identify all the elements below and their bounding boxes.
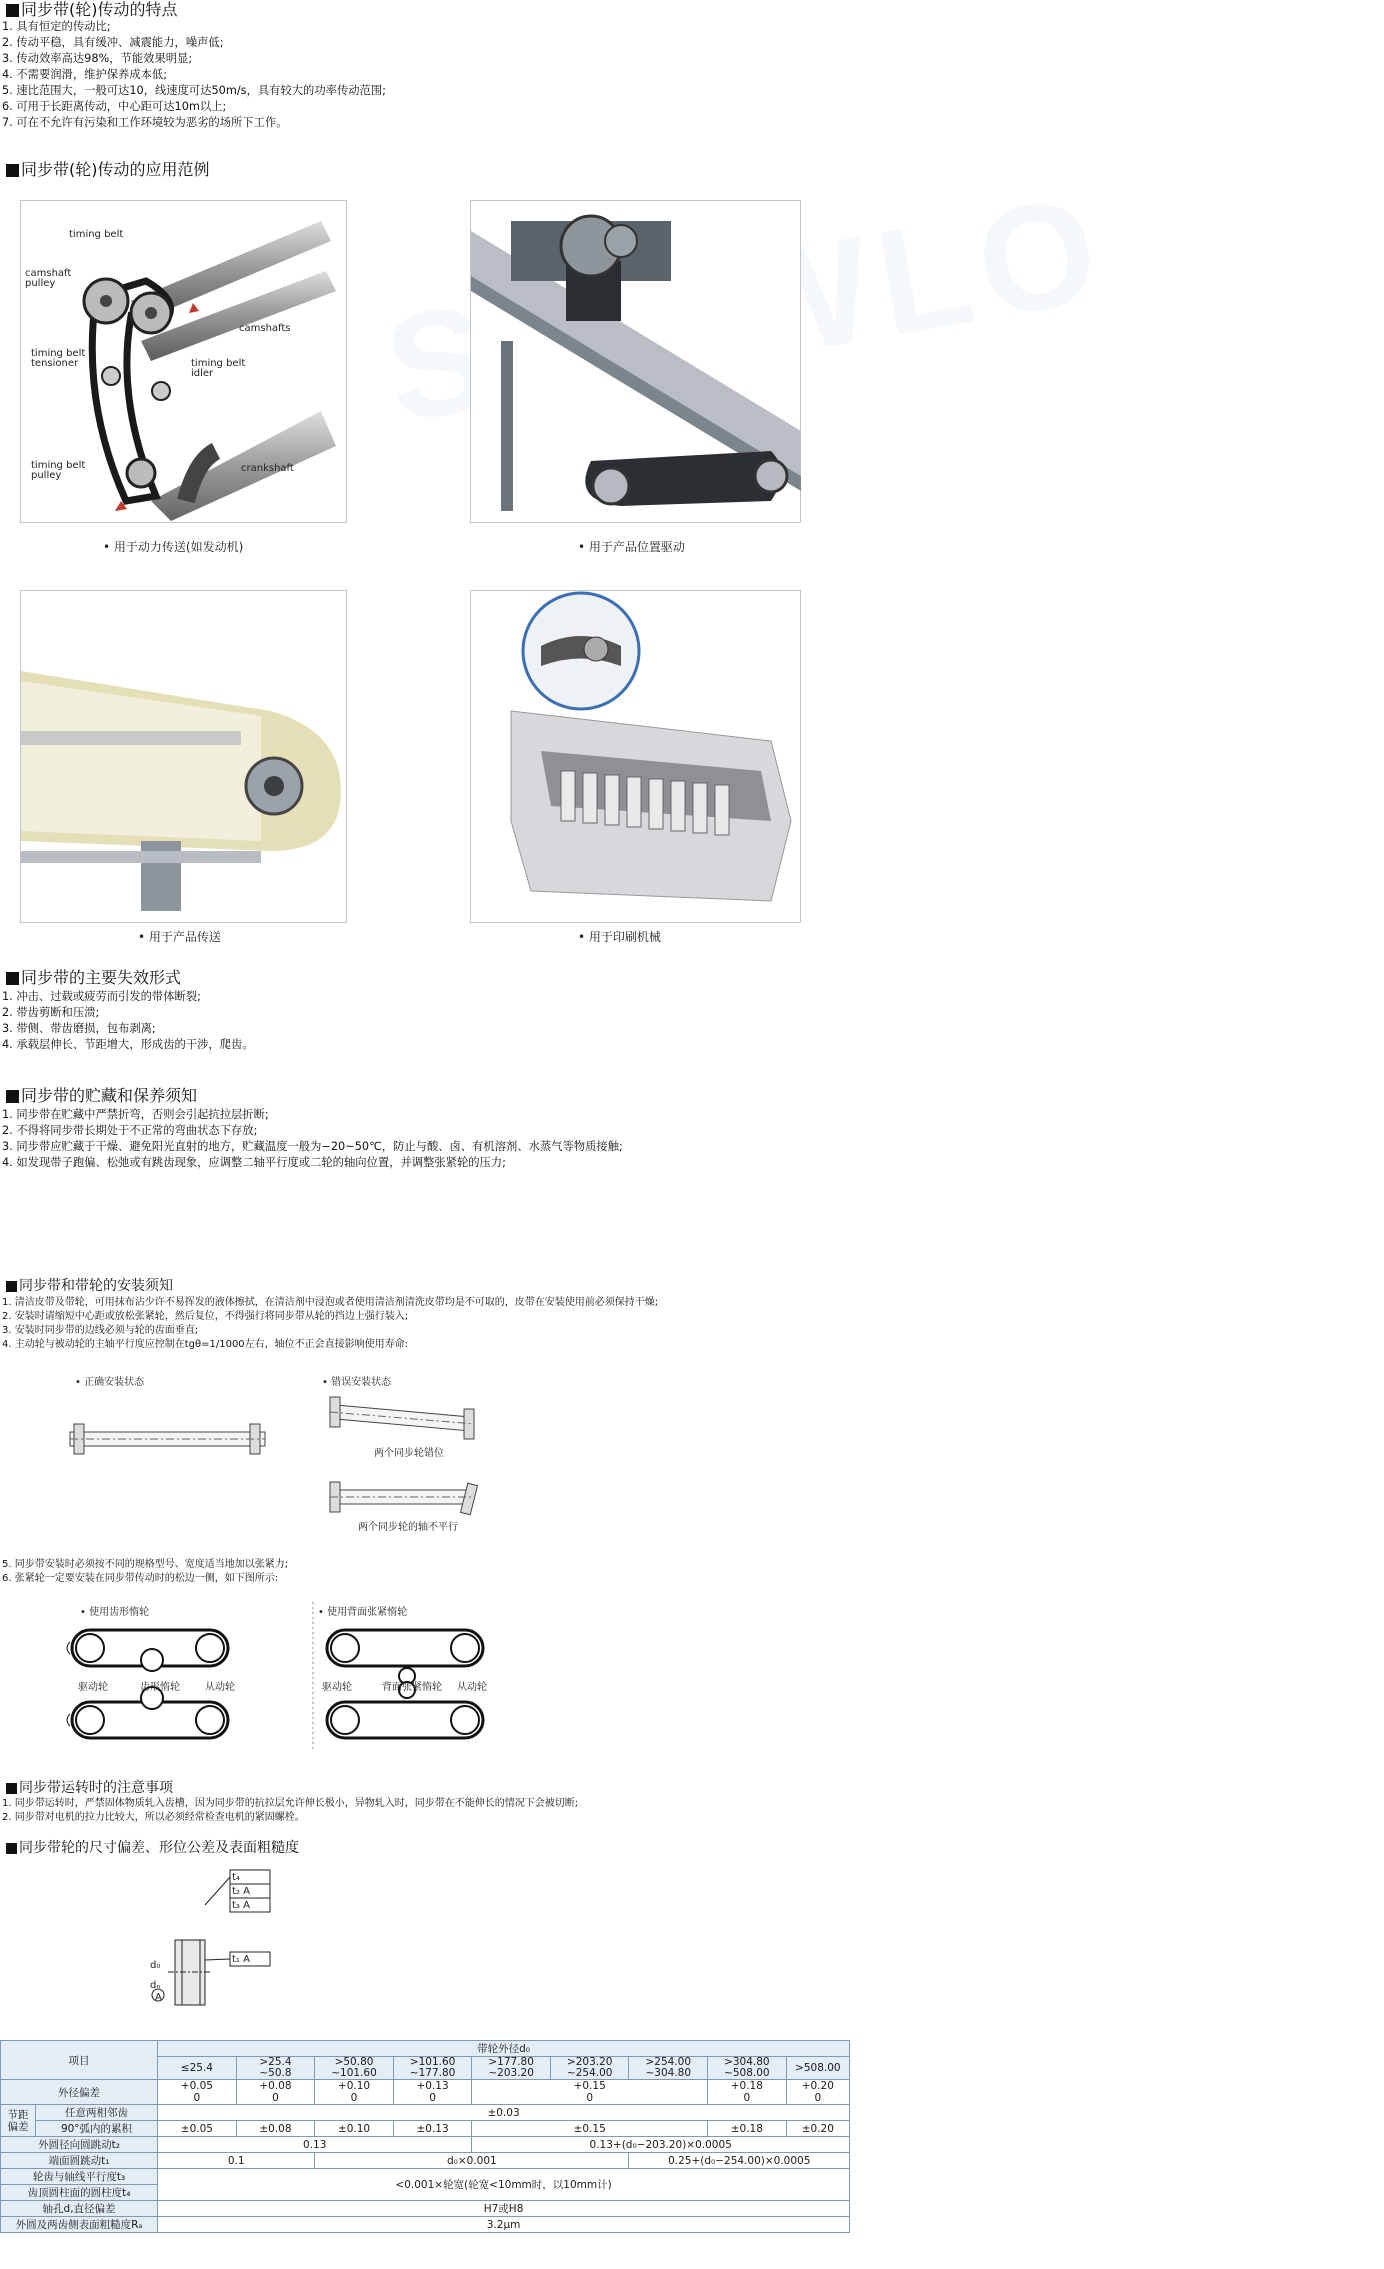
caption-conveying: • 用于产品传送: [138, 930, 221, 944]
divider: [312, 1602, 314, 1752]
datum-a: A: [155, 1992, 162, 2003]
feature-item: 1. 具有恒定的传动比;: [2, 20, 111, 33]
diameter-range-header: >25.4 ~50.8: [236, 2057, 315, 2080]
table-item-header: 项目: [1, 2041, 158, 2080]
row-adjacent: 节距 偏差 任意两相邻齿 ±0.03: [1, 2105, 850, 2121]
label-crankshaft: crankshaft: [241, 463, 294, 474]
feature-item: 6. 可用于长距离传动，中心距可达10m以上;: [2, 100, 227, 113]
dim-d0: d₀: [150, 1960, 161, 1971]
diameter-range-header: ≤25.4: [158, 2057, 237, 2080]
applications-title: 同步带(轮)传动的应用范例: [6, 160, 210, 180]
diameter-range-header: >177.80 ~203.20: [472, 2057, 551, 2080]
install-item: 1. 清洁皮带及带轮，可用抹布沾少许不易挥发的液体擦拭，在清洁剂中浸泡或者使用清洁剂清洗皮带均是不可取的，皮带在安装使用前必须保持干燥;: [2, 1297, 659, 1308]
row-cylindricity: 齿顶圆柱面的圆柱度t₄: [1, 2185, 850, 2201]
right-label-driver: 驱动轮: [322, 1682, 352, 1693]
install-item: 2. 安装时请缩短中心距或放松张紧轮，然后复位，不得强行将同步带从轮的挡边上强行装入;: [2, 1311, 409, 1322]
section-bullet-icon: [6, 1783, 17, 1794]
failure-item: 1. 冲击、过载或疲劳而引发的带体断裂;: [2, 990, 201, 1003]
storage-list: [2, 1107, 623, 1171]
nonparallel-diagram: [330, 1480, 480, 1520]
label-tensioner: timing belt tensioner: [31, 348, 86, 369]
row-outer-dev: 外径偏差 +0.05 0 +0.08 0 +0.10 0 +0.13 0 +0.15 0 +0.18 0 +0.20 0: [1, 2080, 850, 2105]
printing-photo: [470, 590, 801, 923]
caption-engine: • 用于动力传送(如发动机): [103, 540, 244, 554]
label-camshaft-pulley: camshaft pulley: [25, 268, 72, 289]
install-item: 4. 主动轮与被动轮的主轴平行度应控制在tgθ=1/1000左右，轴位不正会直接影响使用寿命:: [2, 1339, 409, 1350]
row-bore: 轴孔d,直径偏差 H7或H8: [1, 2201, 850, 2217]
storage-item: 1. 同步带在贮藏中严禁折弯，否则会引起抗拉层折断;: [2, 1108, 269, 1121]
feature-item: 3. 传动效率高达98%，节能效果明显;: [2, 52, 193, 65]
correct-shaft-diagram: [70, 1420, 265, 1460]
failure-item: 3. 带侧、带齿磨损，包布剥离;: [2, 1022, 156, 1035]
tolerance-drawing: [140, 1860, 310, 2035]
diameter-range-header: >254.00 ~304.80: [629, 2057, 708, 2080]
row-axial: 端面圆跳动t₁ 0.1 d₀×0.001 0.25+(d₀−254.00)×0.0005: [1, 2153, 850, 2169]
idler-left-title: • 使用齿形惰轮: [80, 1607, 150, 1618]
label-pulley: timing belt pulley: [31, 460, 86, 481]
correct-install-label: • 正确安装状态: [75, 1377, 145, 1388]
table-group-header: 带轮外径d₀: [158, 2041, 850, 2057]
tolerance-table: [0, 2040, 850, 2233]
caption-printing: • 用于印刷机械: [578, 930, 661, 944]
nonparallel-caption: 两个同步轮的轴不平行: [358, 1522, 458, 1533]
install-list: [2, 1296, 658, 1352]
features-title: 同步带(轮)传动的特点: [6, 0, 178, 20]
row-radial: 外圆径向圆跳动t₂ 0.13 0.13+(d₀−203.20)×0.0005: [1, 2137, 850, 2153]
install-title: 同步带和带轮的安装须知: [6, 1276, 173, 1296]
failures-list: [2, 989, 254, 1053]
conveying-photo: [20, 590, 347, 923]
frame-t3: t₃ A: [232, 1900, 250, 1911]
misaligned-caption: 两个同步轮错位: [374, 1448, 444, 1459]
storage-item: 3. 同步带应贮藏于干燥、避免阳光直射的地方，贮藏温度一般为−20~50℃，防止与酸、卤、有机溶剂、水蒸气等物质接触;: [2, 1140, 623, 1153]
running-title: 同步带运转时的注意事项: [6, 1778, 173, 1798]
feature-item: 5. 速比范围大，一般可达10，线速度可达50m/s，具有较大的功率传动范围;: [2, 84, 386, 97]
storage-item: 4. 如发现带子跑偏、松弛或有跳齿现象，应调整二轴平行度或二轮的轴向位置，并调整张紧轮的压力;: [2, 1156, 506, 1169]
label-timing-belt: timing belt: [69, 229, 124, 240]
frame-t4: t₄: [232, 1872, 240, 1883]
misaligned-diagram: [330, 1393, 480, 1443]
install-list-2: [2, 1558, 288, 1586]
section-bullet-icon: [6, 164, 19, 177]
diameter-range-header: >304.80 ~508.00: [708, 2057, 787, 2080]
feature-item: 7. 可在不允许有污染和工作环境较为恶劣的场所下工作。: [2, 116, 288, 129]
section-bullet-icon: [6, 1090, 19, 1103]
right-label-driven: 从动轮: [457, 1682, 487, 1693]
tolerance-title: 同步带轮的尺寸偏差、形位公差及表面粗糙度: [6, 1838, 299, 1858]
install-item: 6. 张紧轮一定要安装在同步带传动时的松边一侧，如下图所示:: [2, 1573, 279, 1584]
diameter-range-header: >203.20 ~254.00: [550, 2057, 629, 2080]
diameter-range-header: >50.80 ~101.60: [315, 2057, 394, 2080]
section-bullet-icon: [6, 1281, 17, 1292]
frame-t2: t₂ A: [232, 1886, 250, 1897]
position-drive-photo: [470, 200, 801, 523]
row-parallel: 轮齿与轴线平行度t₃ <0.001×轮宽(轮宽<10mm时，以10mm计): [1, 2169, 850, 2185]
wrong-install-label: • 错误安装状态: [322, 1377, 392, 1388]
label-idler: timing belt idler: [191, 358, 246, 379]
running-list: [2, 1797, 578, 1825]
section-bullet-icon: [6, 972, 19, 985]
dim-dn: dₙ: [150, 1980, 161, 1991]
failures-title: 同步带的主要失效形式: [6, 968, 181, 988]
diameter-range-header: >508.00: [786, 2057, 849, 2080]
storage-item: 2. 不得将同步带长期处于不正常的弯曲状态下存放;: [2, 1124, 258, 1137]
section-bullet-icon: [6, 4, 19, 17]
frame-t1: t₁ A: [232, 1954, 250, 1965]
feature-item: 4. 不需要润滑，维护保养成本低;: [2, 68, 168, 81]
section-bullet-icon: [6, 1843, 17, 1854]
storage-title: 同步带的贮藏和保养须知: [6, 1086, 197, 1106]
left-label-driven: 从动轮: [205, 1682, 235, 1693]
running-item: 2. 同步带对电机的拉力比较大，所以必须经常检查电机的紧固螺栓。: [2, 1812, 305, 1823]
caption-position: • 用于产品位置驱动: [578, 540, 685, 554]
install-item: 3. 安装时同步带的边线必须与轮的齿面垂直;: [2, 1325, 199, 1336]
running-item: 1. 同步带运转时，严禁固体物质轧入齿槽，因为同步带的抗拉层允许伸长极小，异物轧入时，同步带在不能伸长的情况下会被切断;: [2, 1798, 579, 1809]
row-rough: 外圆及两齿侧表面粗糙度Rₐ 3.2μm: [1, 2217, 850, 2233]
failure-item: 4. 承载层伸长、节距增大，形成齿的干涉，爬齿。: [2, 1038, 254, 1051]
row-cumulative: 90°弧内的累积 ±0.05 ±0.08 ±0.10 ±0.13 ±0.15 ±0.18 ±0.20: [1, 2121, 850, 2137]
left-label-idler: 齿形惰轮: [140, 1682, 180, 1693]
diameter-range-header: >101.60 ~177.80: [393, 2057, 472, 2080]
label-camshafts: camshafts: [239, 323, 291, 334]
features-list: [2, 19, 386, 131]
left-label-driver: 驱动轮: [78, 1682, 108, 1693]
failure-item: 2. 带齿剪断和压溃;: [2, 1006, 100, 1019]
install-item: 5. 同步带安装时必须按不同的规格型号、宽度适当地加以张紧力;: [2, 1559, 289, 1570]
engine-timing-photo: [20, 200, 347, 523]
right-label-idler: 背面张紧惰轮: [382, 1682, 442, 1693]
feature-item: 2. 传动平稳，具有缓冲、减震能力，噪声低;: [2, 36, 224, 49]
idler-right-title: • 使用背面张紧惰轮: [318, 1607, 408, 1618]
